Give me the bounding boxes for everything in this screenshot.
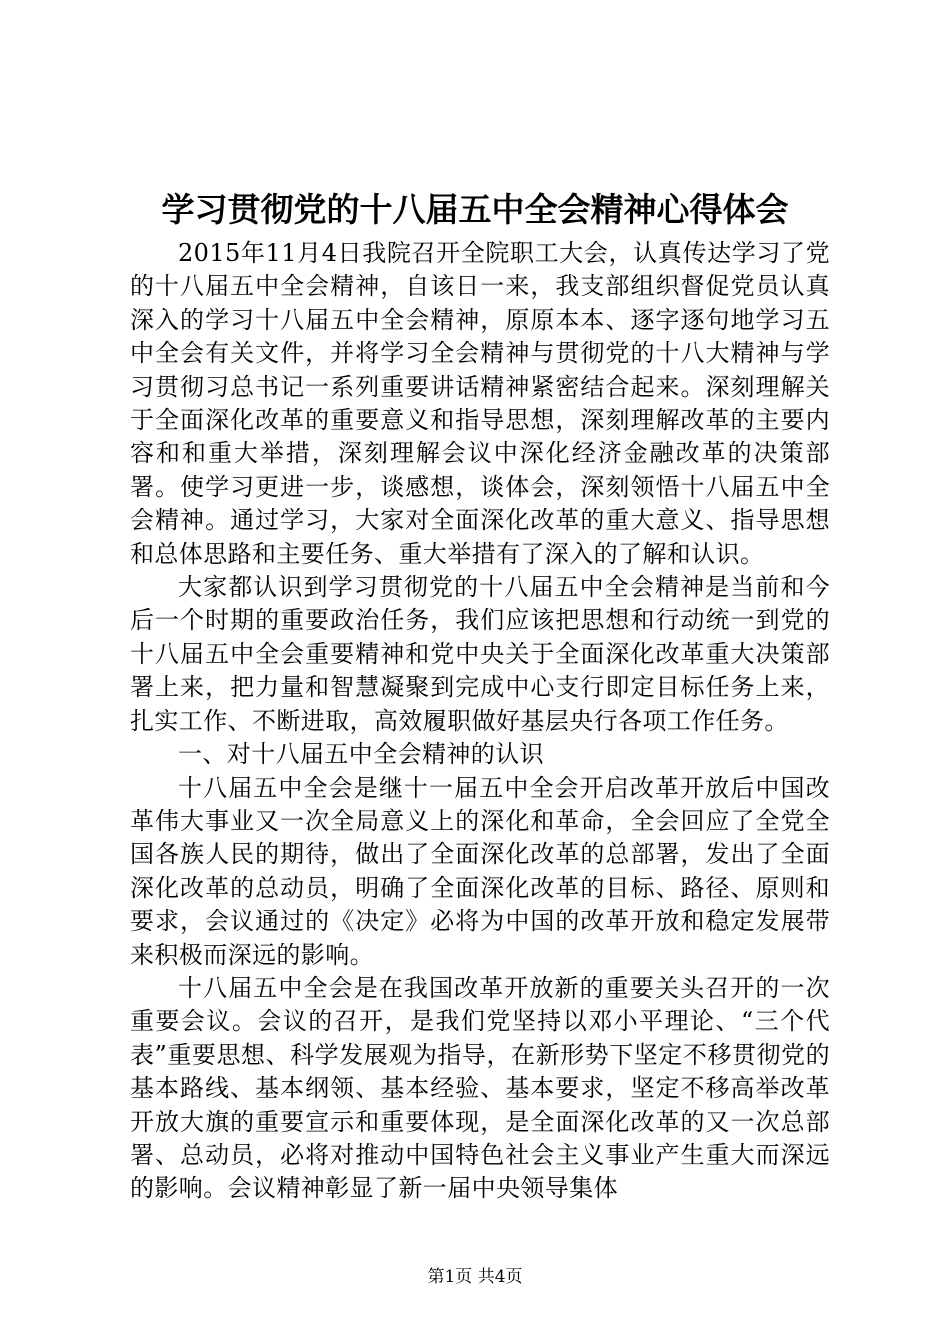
document-body xyxy=(130,237,830,1206)
section-heading-1: 一、对十八届五中全会精神的认识 xyxy=(178,740,544,769)
paragraph-3: 十八届五中全会是继十一届五中全会开启改革开放后中国改革伟大事业又一次全局意义上的深化和革命，全会回应了全党全国各族人民的期待，做出了全面深化改革的总部署，发出了全面深化改革的总动员，明确了全面深化改革的目标、路径、原则和要求，会议通过的《决定》必将为中国的改革开放和稳定发展带来积极而深远的影响。 xyxy=(130,773,830,969)
page-footer: 第1页 共4页 xyxy=(427,1267,523,1287)
document-title: 学习贯彻党的十八届五中全会精神心得体会 xyxy=(161,190,789,229)
paragraph-1: 2015年11月4日我院召开全院职工大会，认真传达学习了党的十八届五中全会精神，自该日一来，我支部组织督促党员认真深入的学习十八届五中全会精神，原原本本、逐字逐句地学习五中全会有关文件，并将学习全会精神与贯彻党的十八大精神与学习贯彻习总书记一系列重要讲话精神紧密结合起来。深刻理解关于全面深化改革的重要意义和指导思想，深刻理解改革的主要内容和和重大举措，深刻理解会议中深化经济金融改革的决策部署。使学习更进一步，谈感想，谈体会，深刻领悟十八届五中全会精神。通过学习，大家对全面深化改革的重大意义、指导思想和总体思路和主要任务、重大举措有了深入的了解和认识。 xyxy=(130,239,830,568)
paragraph-4: 十八届五中全会是在我国改革开放新的重要关头召开的一次重要会议。会议的召开，是我们党坚持以邓小平理论、“三个代表”重要思想、科学发展观为指导，在新形势下坚定不移贯彻党的基本路线、基本纲领、基本经验、基本要求，坚定不移高举改革开放大旗的重要宣示和重要体现，是全面深化改革的又一次总部署、总动员，必将对推动中国特色社会主义事业产生重大而深远的影响。会议精神彰显了新一届中央领导集体 xyxy=(130,973,830,1203)
paragraph-2: 大家都认识到学习贯彻党的十八届五中全会精神是当前和今后一个时期的重要政治任务，我们应该把思想和行动统一到党的十八届五中全会重要精神和党中央关于全面深化改革重大决策部署上来，把力量和智慧凝聚到完成中心支行即定目标任务上来，扎实工作、不断进取，高效履职做好基层央行各项工作任务。 xyxy=(130,573,830,735)
